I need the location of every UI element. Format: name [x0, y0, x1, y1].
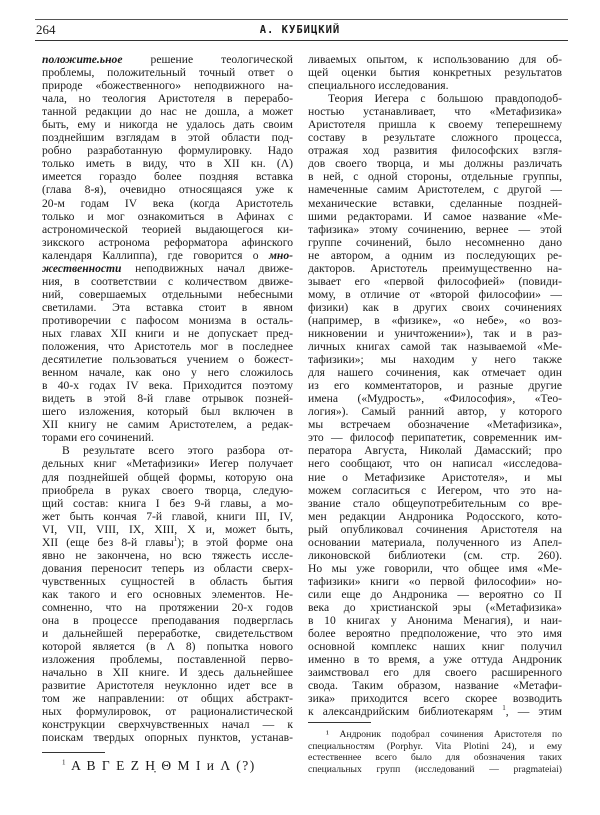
text-line: 20-м годам IV века (когда Аристотель	[42, 196, 293, 210]
text-line: щей оценки бытия конкретных результатов	[308, 66, 562, 80]
text-line: том же направлении: от общих абстракт-	[42, 692, 293, 706]
text-line: именно в то время, а уже оттуда Андроник	[308, 653, 562, 667]
text-line: в 40-х годах IV века. Приходится поэтому	[42, 379, 293, 393]
text-line: только и мог ознакомиться в Афинах с	[42, 209, 293, 223]
page-number: 264	[36, 22, 56, 37]
text-line: дов своего творца, и мы должны различать	[308, 157, 562, 171]
text-line: видеть в этой 8-й главе отрывок позней-	[42, 392, 293, 406]
text-line: специальностям (Porphyr. Vita Plotini 24), и ему	[308, 740, 562, 752]
text-line: можем согласиться с Иегером, что это на-	[308, 483, 562, 497]
text-line: как такого и его основных элементов. Не-	[42, 587, 293, 601]
text-line: свода. Таким образом, название «Метафи-	[308, 679, 562, 693]
text-line: природе «божественного» неподвижного на-	[42, 79, 293, 93]
text-line: это — философ перипатетик, современник им-	[308, 431, 562, 445]
text-line: него сообщают, что он написал «исследова-	[308, 457, 562, 471]
text-line: Теория Иегера с большою правдоподоб-	[328, 92, 562, 106]
text-line: имена («Мудрость», «Философия», «Тео-	[308, 392, 562, 406]
footnote-right	[308, 729, 562, 775]
text-line: в 10 книгах у Анонима Менагия), и наи-	[308, 614, 562, 628]
text-line: положите.ьное решение теологической	[42, 53, 293, 66]
text-line: составу в результате сложного процесса,	[308, 131, 562, 145]
emphasis: жественности	[42, 261, 122, 275]
text-line: ликоновской библиотеки (см. стр. 260).	[308, 548, 562, 562]
text-line: чувственных сущностей в область бытия	[42, 574, 293, 588]
footnote-left	[62, 758, 256, 774]
text-line: мы встречаем обозначение «Метафизика»,	[308, 418, 562, 432]
header-rule-top	[35, 19, 568, 20]
text-line: основной комплекс наших книг получил	[308, 640, 562, 654]
text-line: жет быть кончая 7-й главой, книги III, IV,	[42, 509, 293, 523]
text-line: заимствовал его для своего расширенного	[308, 666, 562, 680]
footnote-marker: 1	[62, 758, 67, 767]
text-line: тафизики»; мы находим у него также	[308, 353, 562, 367]
text-line: позднейшим взглядам в этой области под-	[42, 131, 293, 145]
left-column	[42, 53, 293, 744]
text-line: проблемы, положительный точный ответ о	[42, 66, 293, 80]
text-line: Но мы уже говорили, что общее имя «Ме-	[308, 561, 562, 575]
text-line: ¹ Андроник подобрал сочинения Аристотеля по	[326, 729, 562, 740]
text-line: личных книгах самой так называемой «Ме-	[308, 340, 562, 354]
text-line: не автором, а одним из последующих ре-	[308, 248, 562, 262]
text-line: дования переносит теперь из области сверх-	[42, 561, 293, 575]
text-line: поискам твердых опорных пунктов, устанав-	[42, 731, 293, 745]
running-head: А. КУБИЦКИЙ	[259, 24, 341, 36]
footnote-ref: 1	[502, 704, 506, 713]
text-line: чала, но теология Аристотеля в перерабо-	[42, 92, 293, 106]
text-line: светилами. Эта вставка стоит в явном	[42, 300, 293, 314]
footnote-rule-left	[42, 752, 105, 753]
text-line: XII книгу не самим Аристотелем, а редак-	[42, 418, 293, 432]
text-line: ний, совершаемых отдельными небесными	[42, 287, 293, 301]
text-line: жественности неподвижных начал движе-	[42, 261, 293, 275]
text-line: ностью устанавливает, что «Метафизика»	[308, 105, 562, 119]
text-line: специального исследования.	[308, 79, 449, 93]
emphasis: мно-	[268, 248, 293, 262]
text-line: сомненно, что на протяжении 20-х годов	[42, 600, 293, 614]
text-line: она в процессе преподавания подверглась	[42, 614, 293, 628]
text-line: мому, в отличие от «второй философии» —	[308, 287, 562, 301]
footnote-text: Α Β Γ Ε Ζ Η̣ Θ Μ Ι и Λ (?)	[67, 758, 256, 773]
text-line: (например, в «физике», «о небе», «о воз-	[308, 313, 562, 327]
text-line: ния, в соответствии с количеством движе-	[42, 274, 293, 288]
text-line: сили еще до Андроника — вероятно со II	[308, 587, 562, 601]
text-line: ние о Метафизике Аристотеля», и мы	[308, 470, 562, 484]
text-line: для позднейшей общей формы, которую она	[42, 470, 293, 484]
text-line: основании материала, полученного из Апел-	[308, 535, 562, 549]
text-line: развитие Аристотеля неуклонно идет все в	[42, 679, 293, 693]
header-rule-bottom	[35, 40, 568, 41]
text-line: календаря Каллиппа), где говорится о мно-	[42, 248, 293, 262]
text-line: специальных групп (исследований — pragmateiai)	[308, 763, 562, 775]
right-column	[308, 53, 562, 718]
text-line: шего изложения, который был включен в	[42, 405, 293, 419]
text-line: зывает его «первой философией» (повиди-	[308, 274, 562, 288]
text-line: физики) как в других своих сочинениях	[308, 300, 562, 314]
text-line: рый опубликовал сочинения Аристотеля на	[308, 522, 562, 536]
text-line: противоречии с пафосом монизма в осталь-	[42, 313, 293, 327]
text-line: астрономической теорией выдающегося ки-	[42, 222, 293, 236]
text-line: щий состав: книга I без 9-й главы, а мо-	[42, 496, 293, 510]
text-line: изложения проблемы, поставленной перво-	[42, 653, 293, 667]
text-line: тафизики» книги «о первой философии» но-	[308, 574, 562, 588]
text-line: логия»). Самый ранний автор, у которого	[308, 405, 562, 419]
text-line: дакторов. Аристотель преимущественно на-	[308, 261, 562, 275]
text-line: XII (еще без 8-й главы$^1$); в этой форме она	[42, 534, 293, 549]
text-line: мен редакции Андроника Родосского, кото-	[308, 509, 562, 523]
text-line: В результате всего этого разбора от-	[62, 444, 293, 458]
text-line: в ней, с одной стороны, отдельные группы,	[308, 170, 562, 184]
text-line: приобрела в руках своего творца, следую-	[42, 483, 293, 497]
text-line: робно разработанную формулировку. Надо	[42, 144, 293, 158]
text-line: (глава 8-я), очевидно относящаяся уже к	[42, 183, 293, 197]
emphasis: положите.ьное	[42, 53, 123, 66]
text-line: ных формулировок, от рационалистической	[42, 705, 293, 719]
text-line: торами его сочинений.	[42, 431, 154, 445]
footnote-ref: 1	[173, 534, 178, 543]
text-line: и дальнейшей переработке, свидетельством	[42, 627, 293, 641]
text-line: дельных книг «Метафизики» Иегер получает	[42, 457, 293, 471]
text-line: VI, VII, VIII, IX, XIII, X и, может быть,	[42, 522, 293, 536]
text-line: которой является (в Λ 8) попытка нового	[42, 640, 293, 654]
text-line: века до христианской эры («Метафизика»	[308, 600, 562, 614]
text-line: тафизика» этому сочинению, вернее — этой	[308, 222, 562, 236]
text-line: для нашего сочинения, как отмечает один	[308, 366, 562, 380]
text-line: никновении и уничтожении»), так и в раз-	[308, 326, 562, 340]
text-line: быть, ему и никогда не удалось дать своим	[42, 118, 293, 132]
text-line: только иметь в виду, что в XII кн. (Λ)	[42, 157, 293, 171]
text-line: более вероятно предположение, что это имя	[308, 627, 562, 641]
text-line: намеченные самим Аристотелем, с другой —	[308, 183, 562, 197]
text-line: к александрийским библиотекарям $^1$, — этим	[308, 704, 563, 719]
text-line: танной редакции до нас не дошла, а может	[42, 105, 293, 119]
text-line: ных главах XII книги и не допускает пред-	[42, 326, 293, 340]
text-line: механические вставки, сделанные поздней-	[308, 196, 562, 210]
footnote-rule-right	[308, 722, 371, 723]
text-line: явно не закончена, но всю тяжесть иссле-	[42, 548, 293, 562]
text-line: зика» приходится всего скорее возводить	[308, 692, 562, 706]
text-line: ператора Августа, Николай Дамасский; про	[308, 444, 562, 458]
text-line: из его комментаторов, и разные другие	[308, 379, 562, 393]
text-line: Аристотеля пришла к своему теперешнему	[308, 118, 562, 132]
text-line: начально в XII книге. И здесь дальнейшее	[42, 666, 293, 680]
text-line: венном начале, как оно у него сложилось	[42, 366, 293, 380]
text-line: естественнее всего было для обозначения таких	[308, 752, 562, 763]
text-line: имеется гораздо более поздняя вставка	[42, 170, 293, 184]
text-line: зикского астронома реформатора афинского	[42, 235, 293, 249]
text-line: ливаемых опытом, к использованию для об-	[308, 53, 562, 66]
text-line: группе сочинений, было несомненно дано	[308, 235, 562, 249]
text-line: десятилетие пользоваться учением о божест-	[42, 353, 293, 367]
text-line: конструкции сверхчувственных начал — к	[42, 718, 293, 732]
text-line: положения, что Аристотель мог в последнее	[42, 340, 293, 354]
text-line: звание стало общеупотребительным со вре-	[308, 496, 562, 510]
text-line: отражая ход развития философских взгля-	[308, 144, 562, 158]
text-line: шими редакторами. И самое название «Ме-	[308, 209, 562, 223]
